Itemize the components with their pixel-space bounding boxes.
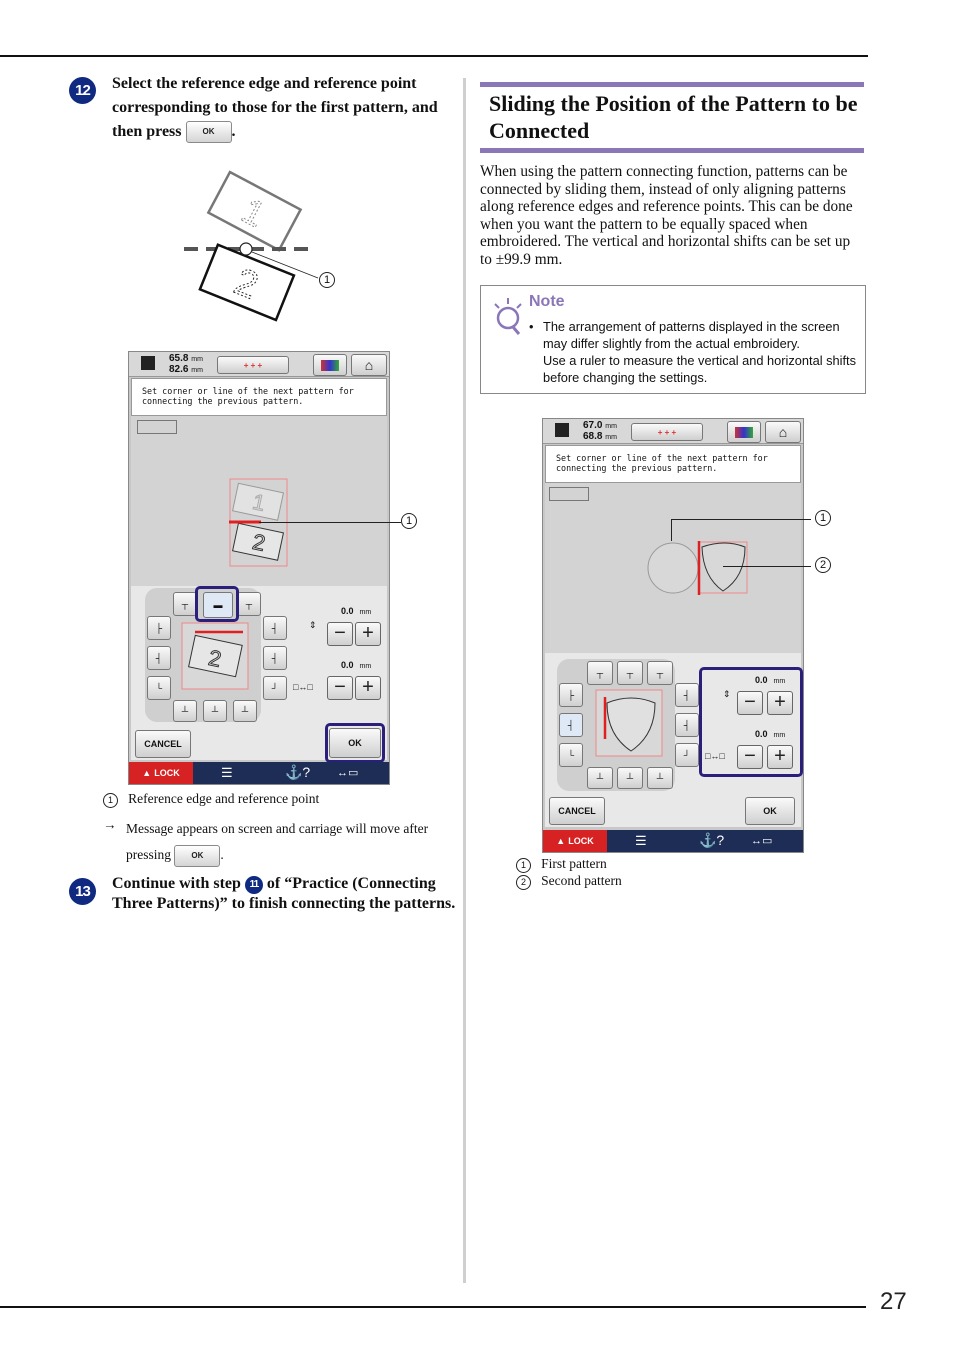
- help-icon[interactable]: ⚓?: [285, 764, 311, 780]
- step-11-reference-badge: 11: [245, 876, 263, 894]
- screen-2-callout-1: 1: [815, 510, 831, 526]
- edge-left-middle-button[interactable]: ┤: [147, 646, 171, 670]
- edge-bottom-center-button[interactable]: ┴: [617, 767, 643, 789]
- edge-left-bottom-button[interactable]: └: [559, 743, 583, 767]
- result-text: Message appears on screen and carriage will move after pressing OK .: [126, 816, 456, 868]
- reference-point: [240, 243, 252, 255]
- ok-button[interactable]: OK: [329, 728, 381, 758]
- frame-indicator: [137, 420, 177, 434]
- note-box: [480, 285, 866, 394]
- note-text: • The arrangement of patterns displayed in the screen may differ slightly from the actual embroidery. Use a ruler to measure the vertical and horizontal shifts before changing the settings.: [529, 318, 861, 386]
- horizontal-plus-button[interactable]: +: [355, 676, 381, 700]
- edge-bottom-right-button[interactable]: ┴: [233, 700, 257, 722]
- presser-foot-icon[interactable]: ↔▭: [751, 835, 773, 847]
- pattern-alignment-diagram: [180, 170, 340, 330]
- thread-color-button[interactable]: [313, 354, 347, 376]
- result-arrow: →: [103, 817, 117, 832]
- warning-icon: ▲: [142, 768, 152, 778]
- vertical-minus-button[interactable]: −: [737, 691, 763, 715]
- horizontal-shift-value: 0.0: [341, 660, 354, 670]
- edge-right-middle-button[interactable]: ┤: [675, 713, 699, 737]
- edge-top-right-button[interactable]: ┬: [647, 661, 673, 685]
- caption-first-pattern: 1 First pattern: [516, 855, 816, 873]
- screen-1-message: Set corner or line of the next pattern for connecting the previous pattern.: [131, 378, 387, 416]
- width-value: 65.8: [169, 353, 189, 364]
- svg-text:2: 2: [206, 644, 224, 672]
- pattern-preview-button[interactable]: + + +: [217, 356, 289, 374]
- section-title: Sliding the Position of the Pattern to be Connected: [489, 91, 858, 143]
- edge-right-top-button[interactable]: ┤: [263, 616, 287, 640]
- pattern-1-shape: [208, 172, 300, 250]
- step-13-badge: 13: [69, 878, 96, 905]
- screen-2-message: Set corner or line of the next pattern for connecting the previous pattern.: [545, 445, 801, 483]
- thread-icon: [735, 427, 753, 438]
- cancel-button[interactable]: CANCEL: [135, 730, 191, 758]
- selected-edge-highlight: [195, 586, 239, 622]
- edge-top-left-button[interactable]: ┬: [587, 661, 613, 685]
- edge-bottom-right-button[interactable]: ┴: [647, 767, 673, 789]
- page-number: 27: [880, 1288, 907, 1315]
- caption-reference-edge: 1 Reference edge and reference point: [103, 790, 453, 808]
- callout-1-leader: [671, 519, 811, 520]
- diagram-callout-1: 1: [319, 272, 335, 288]
- column-divider: [463, 78, 466, 1283]
- size-icon: [555, 423, 569, 437]
- machine-screen-2: 67.0 mm 68.8 mm + + + ⌂ Set corner or line of the next pattern for connecting the previous pattern. ┬ ┬ ┬ ├ ┤ └ ┤ ┤ ┘ ┴ ┴ ┴ 0.0 mm ⇕ − + 0.0 mm □↔□ − + CANCEL OK ▲ LOCK ☰ ⚓? ↔▭: [542, 418, 804, 853]
- edge-bottom-center-button[interactable]: ┴: [203, 700, 227, 722]
- caption-second-pattern: 2 Second pattern: [516, 872, 816, 890]
- size-icon: [141, 356, 155, 370]
- screen-1-status-bar: [129, 762, 389, 784]
- edge-right-middle-button[interactable]: ┤: [263, 646, 287, 670]
- note-title: Note: [529, 293, 565, 310]
- svg-text:2: 2: [228, 260, 264, 308]
- step-12-text: Select the reference edge and reference point corresponding to those for the first pattern, and then press OK .: [112, 72, 457, 144]
- height-value: 82.6: [169, 364, 189, 375]
- edge-bottom-left-button[interactable]: ┴: [587, 767, 613, 789]
- svg-text:1: 1: [235, 189, 273, 236]
- thread-color-button[interactable]: [727, 421, 761, 443]
- pattern-preview-button[interactable]: + + +: [631, 423, 703, 441]
- screen-2-status-bar: [543, 830, 803, 852]
- vertical-shift-value: 0.0: [755, 675, 768, 685]
- help-icon[interactable]: ⚓?: [699, 832, 725, 848]
- horizontal-shift-icon: □↔□: [705, 751, 725, 761]
- height-value: 68.8: [583, 431, 603, 442]
- home-button[interactable]: [351, 354, 387, 376]
- svg-text:1: 1: [250, 488, 268, 516]
- screen-1-patterns: [229, 478, 289, 568]
- edge-left-middle-button[interactable]: ┤: [559, 713, 583, 737]
- edge-top-center-button[interactable]: ▬: [203, 592, 233, 618]
- vertical-shift-icon: ⇕: [309, 620, 317, 630]
- machine-screen-1: 65.8 mm 82.6 mm + + + ⌂ Set corner or line of the next pattern for connecting the previous pattern. 1 2 ┬ ▬ ┬ ├ ┤ └ ┤ ┤ ┘ ┴ ┴ ┴ 2 0.0 mm ⇕ − + 0.0 mm □↔□ − + CANCEL OK ▲ LOCK ☰ ⚓? ↔▭: [128, 351, 390, 785]
- edge-top-right-button[interactable]: ┬: [237, 592, 261, 616]
- note-line-2: Use a ruler to measure the vertical and horizontal shifts before changing the settings.: [543, 353, 856, 385]
- ok-button-inline: OK: [186, 121, 232, 143]
- horizontal-shift-value: 0.0: [755, 729, 768, 739]
- lock-button[interactable]: ▲ LOCK: [129, 762, 193, 784]
- ok-button-highlight: [325, 723, 385, 763]
- ok-button[interactable]: OK: [745, 797, 795, 825]
- top-rule: [0, 55, 868, 57]
- frame-indicator: [549, 487, 589, 501]
- step-12-badge: 12: [69, 77, 96, 104]
- width-value: 67.0: [583, 420, 603, 431]
- section-body: When using the pattern connecting function, patterns can be connected by sliding them, instead of only aligning patterns along reference edges and reference points. This can be done when you want the pattern to be equally spaced when embroidered. The vertical and horizontal shifts can be set up to ±99.9 mm.: [480, 163, 853, 268]
- thread-icon: [321, 360, 339, 371]
- home-icon: ⌂: [778, 424, 788, 440]
- vertical-plus-button[interactable]: +: [355, 622, 381, 646]
- preview-shield-pattern: [595, 689, 665, 759]
- svg-text:2: 2: [250, 528, 268, 556]
- edge-bottom-left-button[interactable]: ┴: [173, 700, 197, 722]
- home-icon: ⌂: [364, 357, 374, 373]
- preview-pattern-2: [181, 622, 251, 692]
- edge-left-bottom-button[interactable]: └: [147, 676, 171, 700]
- warning-icon: ▲: [556, 836, 566, 846]
- callout-leader: [259, 522, 401, 523]
- vertical-shift-icon: ⇕: [723, 689, 731, 699]
- edge-left-top-button[interactable]: ├: [147, 616, 171, 640]
- horizontal-minus-button[interactable]: −: [737, 745, 763, 769]
- section-header: [480, 82, 864, 153]
- bottom-rule: [0, 1306, 866, 1308]
- list-icon[interactable]: ☰: [221, 765, 233, 780]
- edge-top-center-button[interactable]: ┬: [617, 661, 643, 685]
- edge-top-left-button[interactable]: ┬: [173, 592, 197, 616]
- presser-foot-icon[interactable]: ↔▭: [337, 767, 359, 779]
- horizontal-minus-button[interactable]: −: [327, 676, 353, 700]
- callout-2-leader: [723, 566, 811, 567]
- screen-2-callout-2: 2: [815, 557, 831, 573]
- step-12-instruction: Select the reference edge and reference point corresponding to those for the first pattern, and then press: [112, 75, 438, 140]
- screen-2-patterns: [647, 541, 749, 595]
- lightbulb-icon: [491, 296, 525, 338]
- edge-right-top-button[interactable]: ┤: [675, 683, 699, 707]
- edge-right-bottom-button[interactable]: ┘: [263, 676, 287, 700]
- vertical-plus-button[interactable]: +: [767, 691, 793, 715]
- screen-1-callout-1: 1: [401, 513, 417, 529]
- ok-button-inline-2: OK: [174, 845, 220, 867]
- vertical-minus-button[interactable]: −: [327, 622, 353, 646]
- note-line-1: The arrangement of patterns displayed in the screen may differ slightly from the actual embroidery.: [543, 319, 840, 351]
- edge-left-top-button[interactable]: ├: [559, 683, 583, 707]
- home-button[interactable]: [765, 421, 801, 443]
- cancel-button[interactable]: CANCEL: [549, 797, 605, 825]
- lock-button[interactable]: ▲ LOCK: [543, 830, 607, 852]
- vertical-shift-value: 0.0: [341, 606, 354, 616]
- edge-right-bottom-button[interactable]: ┘: [675, 743, 699, 767]
- pattern-2-shape: [200, 245, 294, 320]
- horizontal-shift-icon: □↔□: [293, 682, 313, 692]
- step-13-text: Continue with step 11 of “Practice (Connecting Three Patterns)” to finish connecting the patterns.: [112, 875, 456, 912]
- list-icon[interactable]: ☰: [635, 833, 647, 848]
- horizontal-plus-button[interactable]: +: [767, 745, 793, 769]
